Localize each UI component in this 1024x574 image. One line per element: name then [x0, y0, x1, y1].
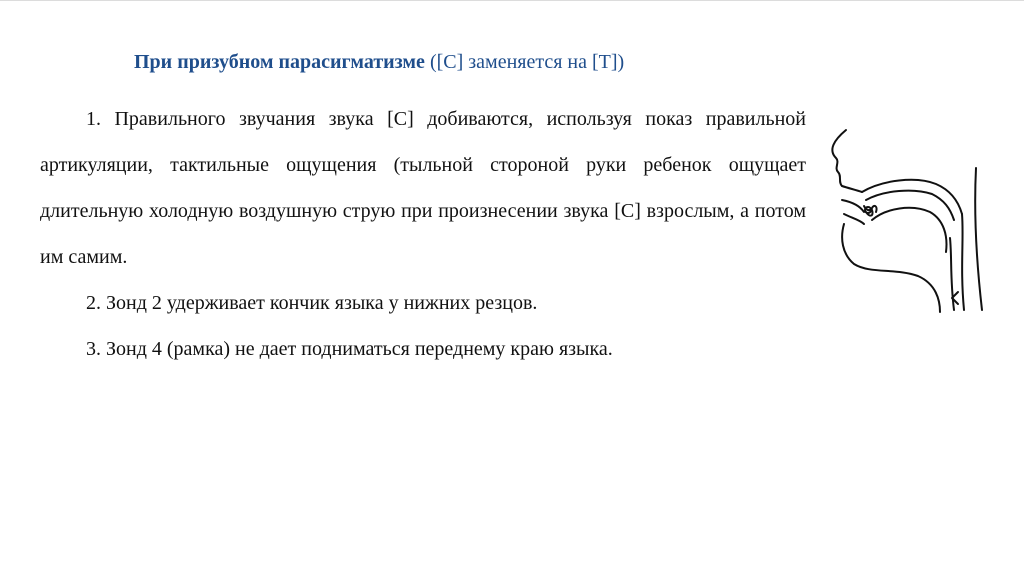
- paragraph-2: 2. Зонд 2 удерживает кончик языка у нижних резцов.: [86, 292, 538, 314]
- articulation-profile-icon: [826, 128, 994, 314]
- body-text: [40, 96, 806, 372]
- title-rest: ([С] заменяется на [Т]): [429, 51, 625, 73]
- slide-title: [134, 51, 624, 74]
- top-divider: [0, 0, 1024, 1]
- paragraph-3: 3. Зонд 4 (рамка) не дает подниматься переднему краю языка.: [86, 338, 613, 360]
- paragraph-1: 1. Правильного звучания звука [С] добиваются, используя показ правильной артикуляции, тактильные ощущения (тыльной стороной руки ребенок ощущает длительную холодную воздушную струю при произнесении звука [С] взрослым, а потом им самим.: [40, 108, 806, 268]
- title-bold: При призубном парасигматизме: [134, 51, 425, 73]
